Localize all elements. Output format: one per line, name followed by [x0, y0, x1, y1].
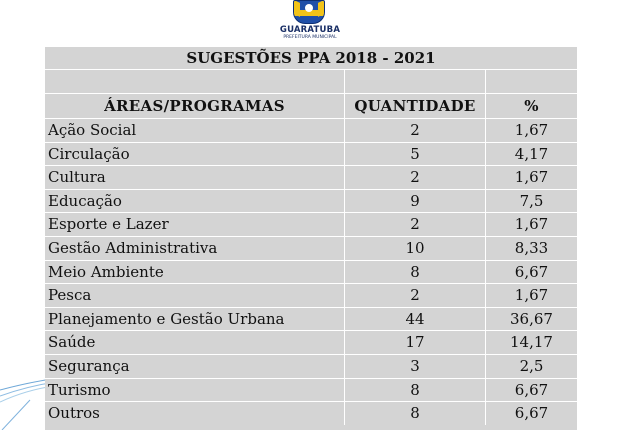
area-cell: Gestão Administrativa — [48, 239, 218, 257]
area-cell: Ação Social — [48, 121, 137, 139]
area-cell: Planejamento e Gestão Urbana — [48, 309, 285, 328]
quantity-cell: 9 — [344, 190, 485, 213]
area-cell: Cultura — [48, 168, 106, 187]
header-quantity: QUANTIDADE — [344, 94, 485, 118]
quantity-cell: 2 — [344, 166, 485, 189]
area-cell: Outros — [48, 404, 100, 423]
quantity-cell: 3 — [344, 355, 485, 378]
quantity-cell: 8 — [344, 402, 485, 425]
area-cell: Educação — [48, 191, 122, 210]
quantity-cell: 44 — [344, 308, 485, 331]
quantity-cell: 10 — [344, 237, 485, 260]
percent-cell: 6,67 — [485, 261, 577, 284]
quantity-cell: 8 — [344, 379, 485, 402]
area-cell: Saúde — [48, 333, 96, 352]
area-cell: Pesca — [48, 286, 92, 305]
area-cell: Circulação — [48, 144, 130, 163]
percent-cell: 7,5 — [485, 190, 577, 213]
percent-cell: 6,67 — [485, 402, 577, 425]
table-title: SUGESTÕES PPA 2018 - 2021 — [45, 47, 577, 70]
blank-cell — [485, 70, 577, 93]
percent-cell: 36,67 — [485, 308, 577, 331]
logo-name: GUARATUBA — [279, 25, 341, 35]
percent-cell: 8,33 — [485, 237, 577, 260]
quantity-cell: 17 — [344, 331, 485, 354]
guaratuba-logo — [274, 0, 346, 44]
area-cell: Esporte e Lazer — [48, 215, 169, 234]
quantity-cell: 8 — [344, 261, 485, 284]
percent-cell: 1,67 — [485, 284, 577, 307]
percent-cell: 1,67 — [485, 213, 577, 236]
percent-cell: 1,67 — [485, 119, 577, 142]
area-cell: Segurança — [48, 357, 130, 375]
quantity-cell: 5 — [344, 143, 485, 166]
header-percent: % — [485, 94, 577, 118]
area-cell: Turismo — [48, 380, 111, 399]
header-areas: ÁREAS/PROGRAMAS — [104, 97, 285, 115]
percent-cell: 1,67 — [485, 166, 577, 189]
percent-cell: 4,17 — [485, 143, 577, 166]
coat-of-arms-icon — [293, 0, 325, 24]
quantity-cell: 2 — [344, 213, 485, 236]
quantity-cell: 2 — [344, 284, 485, 307]
percent-cell: 2,5 — [485, 355, 577, 378]
percent-cell: 14,17 — [485, 331, 577, 354]
quantity-cell: 2 — [344, 119, 485, 142]
percent-cell: 6,67 — [485, 379, 577, 402]
blank-cell — [45, 70, 344, 93]
area-cell: Meio Ambiente — [48, 262, 164, 281]
blank-cell — [344, 70, 485, 93]
ppa-suggestions-table — [45, 47, 577, 430]
logo-subtitle: PREFEITURA MUNICIPAL — [283, 35, 337, 40]
